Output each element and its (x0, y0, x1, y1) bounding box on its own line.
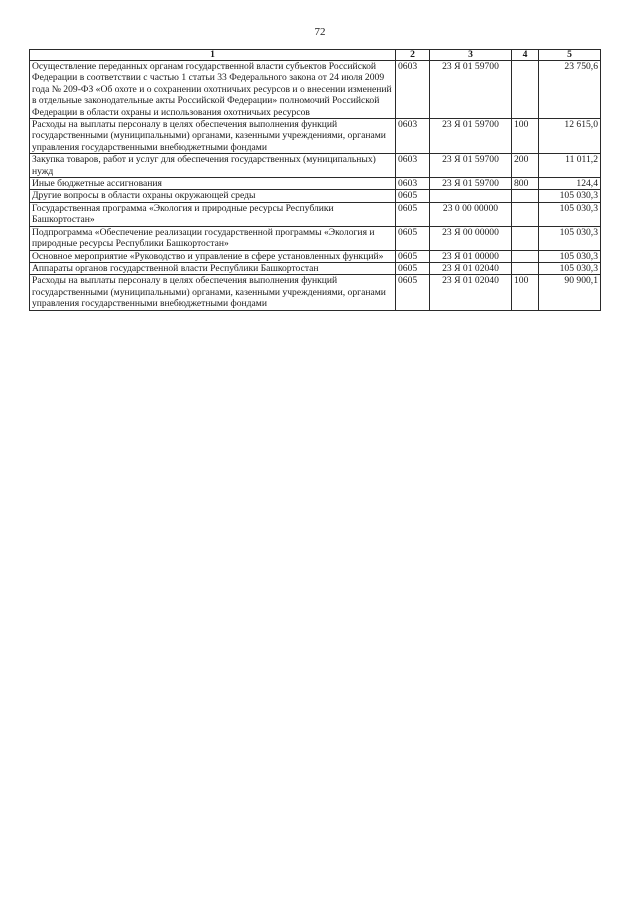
row-name-cell: Подпрограмма «Обеспечение реализации государственной программы «Экология и природные ресурсы Республики Башкортостан» (30, 226, 396, 250)
row-name-cell: Государственная программа «Экология и природные ресурсы Республики Башкортостан» (30, 202, 396, 226)
row-amount-cell: 105 030,3 (539, 190, 601, 202)
row-name-cell: Осуществление переданных органам государственной власти субъектов Российской Федерации в соответствии с частью 1 статьи 33 Федерального закона от 24 июля 2009 года № 209-ФЗ «Об охоте и о сохранении охотничьих ресурсов и о внесении изменений в отдельные законодательные акты Российской Федерации» полномочий Российской Федерации в области охраны и использования охотничьих ресурсов (30, 61, 396, 119)
row-name-cell: Основное мероприятие «Руководство и управление в сфере установленных функций» (30, 250, 396, 262)
row-name-cell: Расходы на выплаты персоналу в целях обеспечения выполнения функций государственными (муниципальными) органами, казенными учреждениями, органами управления государственными внебюджетными фондами (30, 275, 396, 310)
table-row (30, 226, 601, 250)
row-section-cell: 0605 (396, 262, 430, 274)
row-amount-cell: 105 030,3 (539, 202, 601, 226)
row-section-cell: 0605 (396, 226, 430, 250)
row-section-cell: 0605 (396, 275, 430, 310)
row-target-cell: 23 Я 01 59700 (430, 61, 512, 119)
row-section-cell: 0603 (396, 178, 430, 190)
row-amount-cell: 23 750,6 (539, 61, 601, 119)
row-section-cell: 0603 (396, 154, 430, 178)
row-section-cell: 0605 (396, 190, 430, 202)
table-header-row (30, 50, 601, 61)
table-row (30, 61, 601, 119)
table-row (30, 154, 601, 178)
table-row (30, 275, 601, 310)
table-row (30, 178, 601, 190)
row-target-cell: 23 Я 01 02040 (430, 262, 512, 274)
column-header-name: 1 (30, 50, 396, 61)
column-header-section: 2 (396, 50, 430, 61)
row-target-cell: 23 0 00 00000 (430, 202, 512, 226)
row-name-cell: Другие вопросы в области охраны окружающей среды (30, 190, 396, 202)
row-expense-type-cell (512, 226, 539, 250)
row-expense-type-cell (512, 190, 539, 202)
column-header-expense-type: 4 (512, 50, 539, 61)
row-target-cell: 23 Я 00 00000 (430, 226, 512, 250)
row-name-cell: Иные бюджетные ассигнования (30, 178, 396, 190)
row-section-cell: 0605 (396, 250, 430, 262)
row-expense-type-cell (512, 61, 539, 119)
row-expense-type-cell (512, 250, 539, 262)
row-amount-cell: 90 900,1 (539, 275, 601, 310)
row-expense-type-cell (512, 262, 539, 274)
budget-table (29, 49, 601, 311)
row-target-cell: 23 Я 01 59700 (430, 178, 512, 190)
row-section-cell: 0603 (396, 61, 430, 119)
table-row (30, 119, 601, 154)
row-name-cell: Расходы на выплаты персоналу в целях обеспечения выполнения функций государственными (муниципальными) органами, казенными учреждениями, органами управления государственными внебюджетными фондами (30, 119, 396, 154)
row-target-cell: 23 Я 01 59700 (430, 119, 512, 154)
row-name-cell: Аппараты органов государственной власти Республики Башкортостан (30, 262, 396, 274)
row-expense-type-cell: 800 (512, 178, 539, 190)
row-expense-type-cell (512, 202, 539, 226)
row-amount-cell: 105 030,3 (539, 262, 601, 274)
row-amount-cell: 12 615,0 (539, 119, 601, 154)
column-header-amount: 5 (539, 50, 601, 61)
table-row (30, 250, 601, 262)
row-amount-cell: 124,4 (539, 178, 601, 190)
row-expense-type-cell: 100 (512, 119, 539, 154)
row-target-cell: 23 Я 01 02040 (430, 275, 512, 310)
row-target-cell: 23 Я 01 59700 (430, 154, 512, 178)
table-row (30, 202, 601, 226)
row-expense-type-cell: 200 (512, 154, 539, 178)
row-section-cell: 0603 (396, 119, 430, 154)
row-name-cell: Закупка товаров, работ и услуг для обеспечения государственных (муниципальных) нужд (30, 154, 396, 178)
row-target-cell: 23 Я 01 00000 (430, 250, 512, 262)
row-expense-type-cell: 100 (512, 275, 539, 310)
column-header-target: 3 (430, 50, 512, 61)
table-row (30, 262, 601, 274)
row-target-cell (430, 190, 512, 202)
row-amount-cell: 105 030,3 (539, 250, 601, 262)
page-number: 72 (314, 26, 326, 38)
table-row (30, 190, 601, 202)
row-amount-cell: 105 030,3 (539, 226, 601, 250)
row-section-cell: 0605 (396, 202, 430, 226)
row-amount-cell: 11 011,2 (539, 154, 601, 178)
